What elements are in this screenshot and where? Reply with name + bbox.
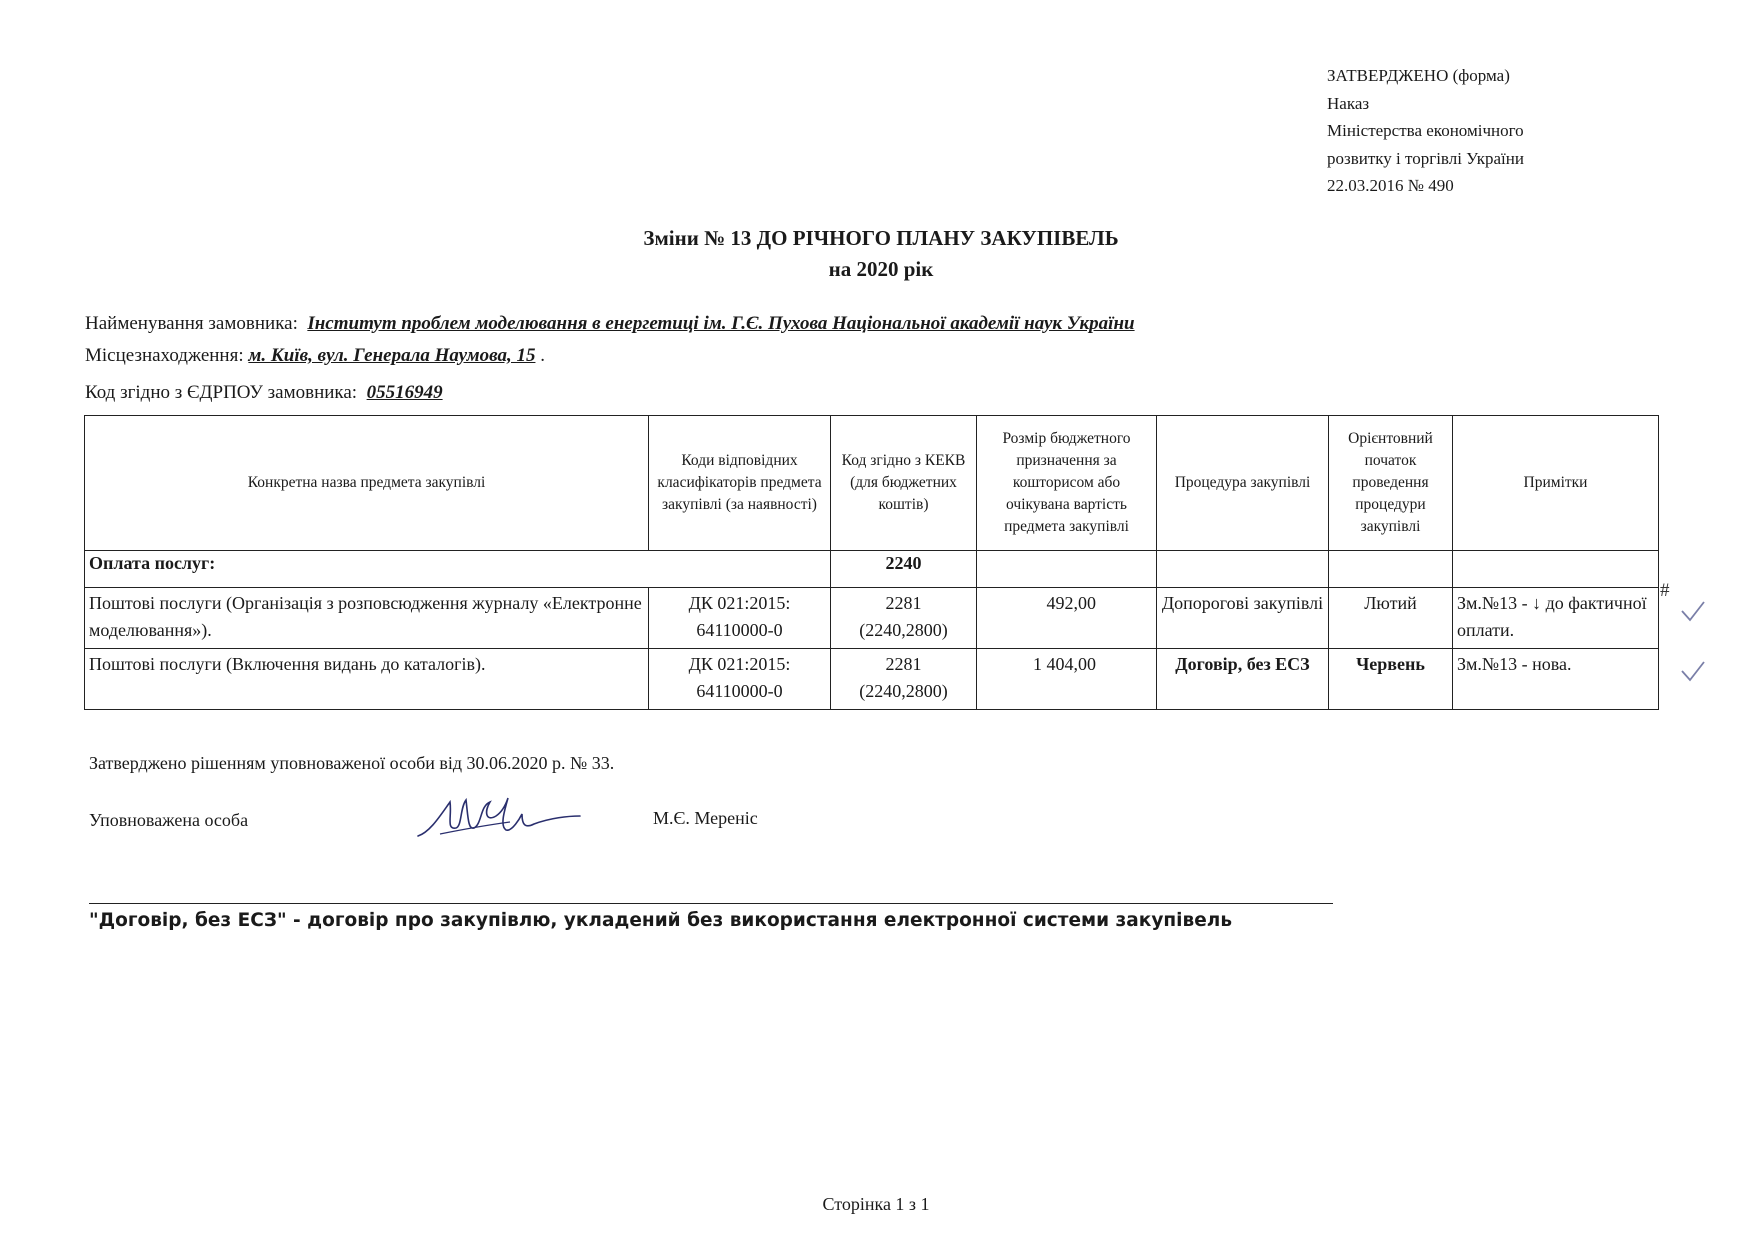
customer-code-line <box>85 382 443 404</box>
customer-location-line <box>85 345 545 367</box>
header-item-name: Конкретна назва предмета закупівлі <box>85 416 649 551</box>
document-title: Зміни № 13 ДО РІЧНОГО ПЛАНУ ЗАКУПІВЕЛЬ <box>643 226 1119 250</box>
approval-line: ЗАТВЕРДЖЕНО (форма) <box>1327 66 1510 85</box>
approval-decision: Затверджено рішенням уповноваженої особи від 30.06.2020 р. № 33. <box>89 753 615 773</box>
kekv-code-line: (2240,2800) <box>859 620 948 640</box>
procedure: Договір, без ЕСЗ <box>1157 649 1329 710</box>
item-name: Поштові послуги (Включення видань до каталогів). <box>85 649 649 710</box>
group-kekv: 2240 <box>831 551 977 588</box>
customer-location-label: Місцезнаходження: <box>85 345 244 366</box>
header-classifier-codes: Коди відповідних класифікаторів предмета закупівлі (за наявності) <box>649 416 831 551</box>
header-kekv-code: Код згідно з КЕКВ (для бюджетних коштів) <box>831 416 977 551</box>
start-month: Лютий <box>1329 588 1453 649</box>
customer-name-value: Інститут проблем моделювання в енергетиці ім. Г.Є. Пухова Національної академії наук України <box>307 313 1135 334</box>
footnote-divider <box>89 903 1333 904</box>
checkmark-icon <box>1680 660 1706 684</box>
hash-mark: # <box>1660 580 1670 601</box>
start-month: Червень <box>1329 649 1453 710</box>
authorized-person-name: М.Є. Мереніс <box>653 808 758 828</box>
note: Зм.№13 - ↓ до фактичної оплати. <box>1453 588 1659 649</box>
customer-location-suffix: . <box>540 345 545 366</box>
approval-line: Міністерства економічного <box>1327 121 1524 140</box>
classifier-code <box>649 649 831 710</box>
kekv-code-line: 2281 <box>885 654 922 674</box>
customer-name-line <box>85 313 1135 335</box>
classifier-code <box>649 588 831 649</box>
classifier-code-line: ДК 021:2015: <box>688 593 791 613</box>
empty-cell <box>977 551 1157 588</box>
header-notes: Примітки <box>1453 416 1659 551</box>
customer-location-value: м. Київ, вул. Генерала Наумова, 15 <box>248 345 536 366</box>
document-subtitle: на 2020 рік <box>828 257 934 281</box>
item-name: Поштові послуги (Організація з розповсюдження журналу «Електронне моделювання»). <box>85 588 649 649</box>
classifier-code-line: 64110000-0 <box>696 620 783 640</box>
table-row <box>85 649 1659 710</box>
empty-cell <box>1329 551 1453 588</box>
signature-icon <box>410 786 590 846</box>
empty-cell <box>1157 551 1329 588</box>
footnote-legend: "Договір, без ЕСЗ" - договір про закупівлю, укладений без використання електронної системи закупівель <box>89 910 1233 931</box>
note: Зм.№13 - нова. <box>1453 649 1659 710</box>
header-procedure: Процедура закупівлі <box>1157 416 1329 551</box>
table-group-row <box>85 551 1659 588</box>
budget-amount: 1 404,00 <box>977 649 1157 710</box>
customer-name-label: Найменування замовника: <box>85 313 298 334</box>
customer-code-value: 05516949 <box>366 382 443 403</box>
kekv-code-line: (2240,2800) <box>859 681 948 701</box>
kekv-code <box>831 649 977 710</box>
table-row <box>85 588 1659 649</box>
page-number: Сторінка 1 з 1 <box>822 1194 930 1214</box>
classifier-code-line: 64110000-0 <box>696 681 783 701</box>
kekv-code <box>831 588 977 649</box>
checkmark-icon <box>1680 600 1706 624</box>
approval-stamp-block <box>1327 62 1524 200</box>
procedure: Допорогові закупівлі <box>1157 588 1329 649</box>
approval-line: 22.03.2016 № 490 <box>1327 176 1454 195</box>
empty-cell <box>1453 551 1659 588</box>
approval-line: Наказ <box>1327 93 1370 113</box>
authorized-person-label: Уповноважена особа <box>89 810 249 830</box>
header-budget-amount: Розмір бюджетного призначення за кошторисом або очікувана вартість предмета закупівлі <box>977 416 1157 551</box>
classifier-code-line: ДК 021:2015: <box>688 654 791 674</box>
procurement-plan-table <box>84 415 1659 710</box>
table-header-row <box>85 416 1659 551</box>
header-start-date: Орієнтовний початок проведення процедури закупівлі <box>1329 416 1453 551</box>
group-label: Оплата послуг: <box>85 551 831 588</box>
kekv-code-line: 2281 <box>885 593 922 613</box>
approval-line: розвитку і торгівлі України <box>1327 148 1524 168</box>
customer-code-label: Код згідно з ЄДРПОУ замовника: <box>85 382 358 403</box>
budget-amount: 492,00 <box>977 588 1157 649</box>
